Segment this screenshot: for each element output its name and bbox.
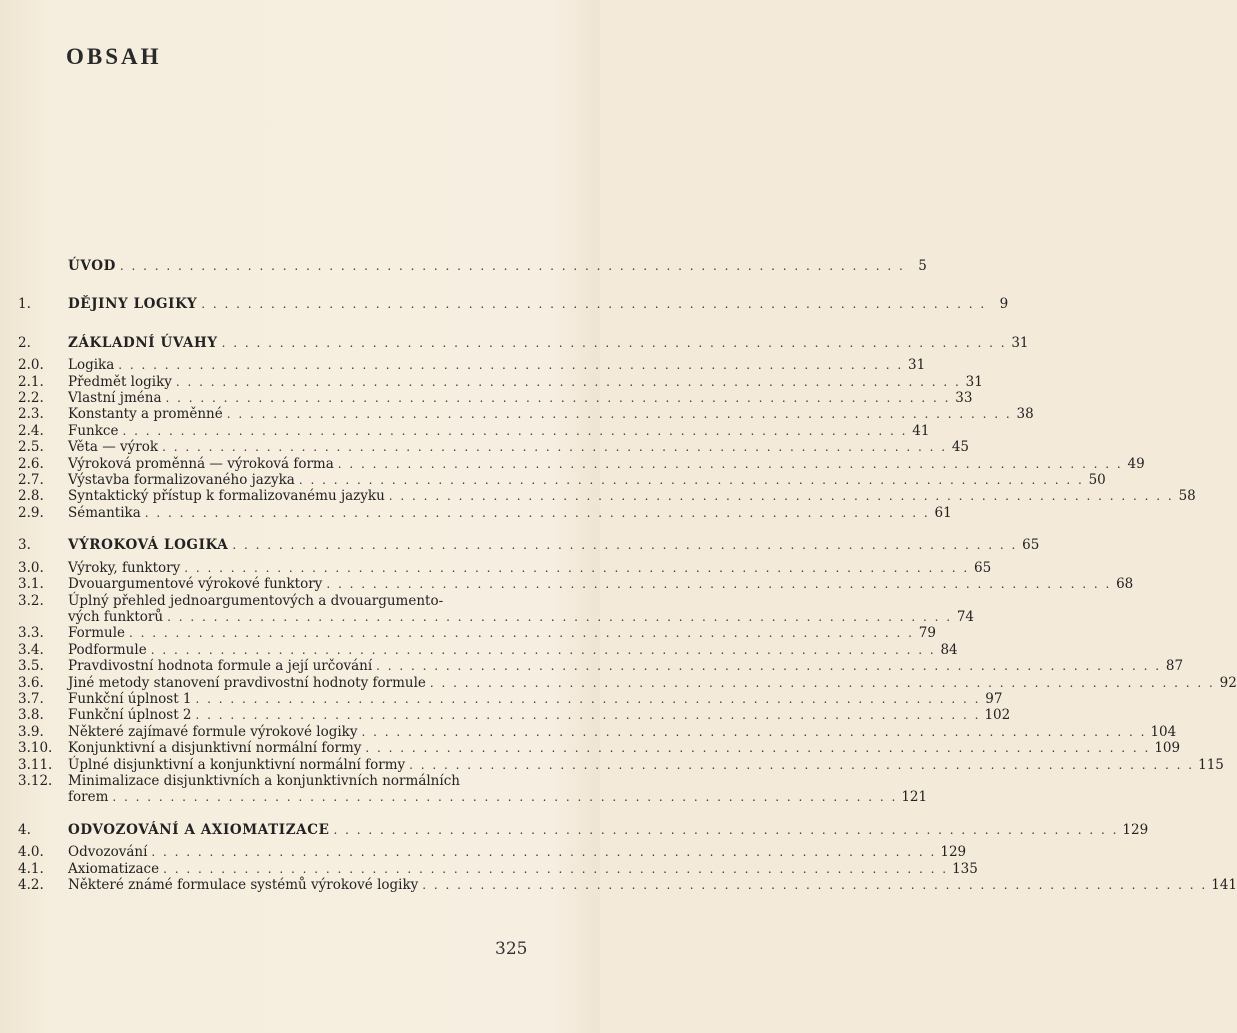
dot-leader (162, 439, 947, 455)
toc-entry-page: 104 (1150, 723, 1177, 740)
toc-entry-page: 129 (940, 844, 967, 861)
dot-leader (362, 724, 1147, 740)
toc-entry-number: 3.6. (18, 674, 44, 691)
toc-entry-number: 3.4. (18, 641, 44, 658)
table-of-contents (18, 258, 1237, 893)
toc-entry-number: 2. (18, 334, 31, 351)
toc-entry-page: 61 (934, 504, 952, 521)
toc-entry-row (18, 641, 958, 658)
dot-leader (333, 822, 1118, 838)
toc-entry-number: 2.9. (18, 504, 44, 521)
toc-entry-number: 2.6. (18, 455, 44, 472)
toc-entry-label: Výroková proměnná — výroková forma (68, 455, 334, 472)
dot-leader (196, 707, 981, 723)
dot-leader (227, 406, 1012, 422)
toc-entry-label: Jiné metody stanovení pravdivostní hodnoty formule (68, 674, 426, 691)
toc-entry-page: 50 (1088, 472, 1106, 489)
toc-entry-page: 97 (985, 690, 1003, 707)
toc-entry-page: 31 (908, 357, 926, 374)
toc-section-row (18, 821, 1149, 838)
toc-entry-page: 87 (1165, 658, 1184, 675)
toc-entry-label: Úplný přehled jednoargumentových a dvouargumento- (68, 592, 444, 609)
toc-entry-page: 102 (984, 707, 1011, 724)
toc-entry-row (18, 357, 926, 374)
toc-entry-label: Některé známé formulace systémů výrokové logiky (68, 877, 419, 893)
toc-entry-row (18, 504, 952, 521)
dot-leader (151, 642, 936, 658)
toc-entry-number: 3.8. (18, 707, 44, 724)
dot-leader (120, 258, 905, 274)
dot-leader (123, 423, 908, 439)
toc-entry-page: 74 (956, 608, 975, 625)
toc-entry-label: forem (68, 789, 109, 806)
toc-entry-row (18, 488, 1196, 505)
toc-entry-number: 4.1. (18, 860, 44, 877)
toc-entry-page: 121 (901, 789, 928, 806)
toc-entry-row (18, 740, 1181, 757)
toc-entry-page: 45 (951, 439, 970, 456)
section-gap (18, 521, 526, 537)
toc-entry-label: Logika (68, 357, 115, 374)
section-gap (18, 280, 526, 296)
dot-leader (166, 390, 951, 406)
toc-entry-row (18, 690, 1003, 707)
toc-entry-row (18, 455, 1145, 472)
dot-leader (232, 537, 1017, 553)
toc-entry-row (18, 756, 1224, 773)
dot-leader (151, 844, 936, 860)
toc-entry-row (18, 373, 983, 390)
toc-entry-row (18, 593, 526, 609)
toc-entry-label: Výstavba formalizovaného jazyka (68, 472, 295, 489)
dot-leader (389, 488, 1174, 504)
toc-entry-page: 79 (918, 625, 936, 642)
toc-entry-label: ÚVOD (68, 258, 116, 274)
toc-entry-label: Minimalizace disjunktivních a konjunktivních normálních (68, 772, 460, 789)
toc-entry-label: Úplné disjunktivní a konjunktivní normální formy (68, 756, 406, 773)
toc-entry-page: 109 (1154, 740, 1181, 757)
toc-entry-label: Konstanty a proměnné (68, 406, 223, 423)
toc-entry-number: 2.2. (18, 390, 44, 407)
toc-entry-label: Dvouargumentové výrokové funktory (68, 576, 323, 593)
dot-leader (299, 472, 1084, 488)
toc-entry-label: DĚJINY LOGIKY (68, 296, 198, 313)
toc-entry-number: 2.5. (18, 439, 44, 456)
toc-entry-row (18, 608, 975, 625)
toc-entry-row (18, 773, 526, 789)
toc-entry-page: 68 (1116, 576, 1134, 593)
toc-entry-page: 41 (912, 422, 930, 439)
toc-entry-number: 3.7. (18, 690, 44, 707)
toc-entry-number: 2.3. (18, 406, 44, 423)
toc-entry-number: 3.1. (18, 576, 44, 593)
toc-entry-number: 3.0. (18, 559, 44, 576)
toc-entry-page: 135 (952, 860, 978, 877)
toc-entry-number: 3.12. (18, 772, 53, 789)
toc-entry-page: 92 (1219, 674, 1237, 691)
toc-section-row (18, 296, 1009, 313)
toc-entry-page: 33 (955, 390, 973, 407)
toc-entry-number: 2.7. (18, 472, 44, 489)
dot-leader (129, 625, 914, 641)
toc-entry-row (18, 439, 970, 456)
toc-section-row (18, 537, 1040, 554)
toc-entry-page: 141 (1211, 877, 1237, 893)
toc-entry-label: vých funktorů (68, 608, 164, 625)
toc-entry-page: 129 (1122, 821, 1149, 838)
section-gap (18, 319, 526, 335)
toc-section-row (18, 334, 1029, 351)
toc-entry-number: 3.5. (18, 658, 44, 675)
toc-entry-page: 58 (1178, 488, 1196, 505)
section-gap (18, 806, 526, 822)
toc-entry-row (18, 559, 992, 576)
toc-entry-row (18, 723, 1177, 740)
toc-entry-row (18, 472, 1106, 489)
toc-entry-row (18, 625, 936, 642)
toc-entry-page: 9 (999, 296, 1009, 313)
toc-entry-page: 115 (1198, 756, 1224, 773)
page-title: OBSAH (66, 44, 162, 69)
toc-entry-row (18, 877, 1237, 893)
toc-entry-number: 3. (18, 537, 31, 554)
toc-entry-label: ZÁKLADNÍ ÚVAHY (68, 334, 218, 351)
toc-entry-label: Funkční úplnost 2 (68, 707, 192, 724)
toc-entry-label: Některé zajímavé formule výrokové logiky (68, 723, 358, 740)
dot-leader (422, 877, 1207, 893)
toc-entry-label: Pravdivostní hodnota formule a její určování (68, 658, 373, 675)
toc-entry-label: Syntaktický přístup k formalizovanému jazyku (68, 488, 385, 505)
toc-entry-number: 4.2. (18, 877, 44, 893)
dot-leader (118, 357, 903, 373)
toc-section-row (18, 258, 927, 274)
toc-entry-label: Věta — výrok (68, 439, 159, 456)
toc-entry-number: 3.9. (18, 723, 44, 740)
toc-entry-number: 2.0. (18, 357, 44, 374)
toc-entry-label: VÝROKOVÁ LOGIKA (68, 537, 229, 554)
toc-entry-number: 1. (18, 296, 31, 313)
toc-entry-number: 2.8. (18, 488, 44, 505)
page-number: 325 (495, 939, 528, 959)
toc-entry-row (18, 576, 1134, 593)
dot-leader (201, 296, 986, 312)
toc-entry-page: 49 (1127, 455, 1145, 472)
toc-entry-number: 4. (18, 821, 31, 838)
toc-entry-label: Vlastní jména (68, 390, 162, 407)
toc-entry-row (18, 658, 1184, 675)
toc-entry-row (18, 674, 1237, 691)
toc-entry-label: ODVOZOVÁNÍ A AXIOMATIZACE (68, 821, 330, 838)
toc-entry-page: 65 (973, 559, 992, 576)
toc-entry-label: Axiomatizace (68, 860, 160, 877)
dot-leader (112, 789, 897, 805)
toc-entry-label: Konjunktivní a disjunktivní normální formy (68, 740, 362, 757)
toc-entry-page: 65 (1022, 537, 1040, 554)
toc-entry-label: Formule (68, 625, 126, 642)
toc-entry-page: 31 (965, 373, 983, 390)
dot-leader (326, 576, 1111, 592)
dot-leader (365, 740, 1150, 756)
toc-entry-label: Funkce (68, 422, 119, 439)
toc-entry-row (18, 390, 973, 407)
dot-leader (409, 757, 1194, 773)
toc-entry-row (18, 707, 1011, 724)
toc-entry-row (18, 406, 1034, 423)
toc-entry-number: 3.11. (18, 756, 53, 773)
toc-entry-label: Výroky, funktory (68, 559, 181, 576)
toc-entry-number: 3.2. (18, 592, 44, 609)
toc-entry-row (18, 422, 930, 439)
toc-entry-number: 3.3. (18, 625, 44, 642)
toc-entry-row (18, 789, 928, 806)
toc-entry-label: Podformule (68, 641, 147, 658)
toc-entry-page: 84 (940, 641, 958, 658)
toc-entry-label: Funkční úplnost 1 (68, 690, 192, 707)
toc-entry-label: Odvozování (68, 844, 148, 861)
toc-entry-number: 2.1. (18, 373, 44, 390)
toc-entry-label: Předmět logiky (68, 373, 172, 390)
dot-leader (376, 658, 1161, 674)
toc-entry-page: 5 (918, 258, 927, 274)
dot-leader (430, 675, 1215, 691)
toc-entry-label: Sémantika (68, 504, 141, 521)
dot-leader (222, 335, 1007, 351)
toc-entry-page: 38 (1016, 406, 1034, 423)
dot-leader (145, 505, 930, 521)
toc-entry-number: 3.10. (18, 740, 53, 757)
toc-entry-number: 2.4. (18, 422, 44, 439)
toc-entry-row (18, 860, 978, 877)
toc-entry-row (18, 844, 967, 861)
dot-leader (184, 560, 969, 576)
dot-leader (176, 374, 961, 390)
toc-entry-number: 4.0. (18, 844, 44, 861)
dot-leader (163, 861, 948, 877)
dot-leader (338, 456, 1123, 472)
dot-leader (196, 691, 981, 707)
toc-entry-page: 31 (1011, 334, 1029, 351)
dot-leader (167, 609, 952, 625)
